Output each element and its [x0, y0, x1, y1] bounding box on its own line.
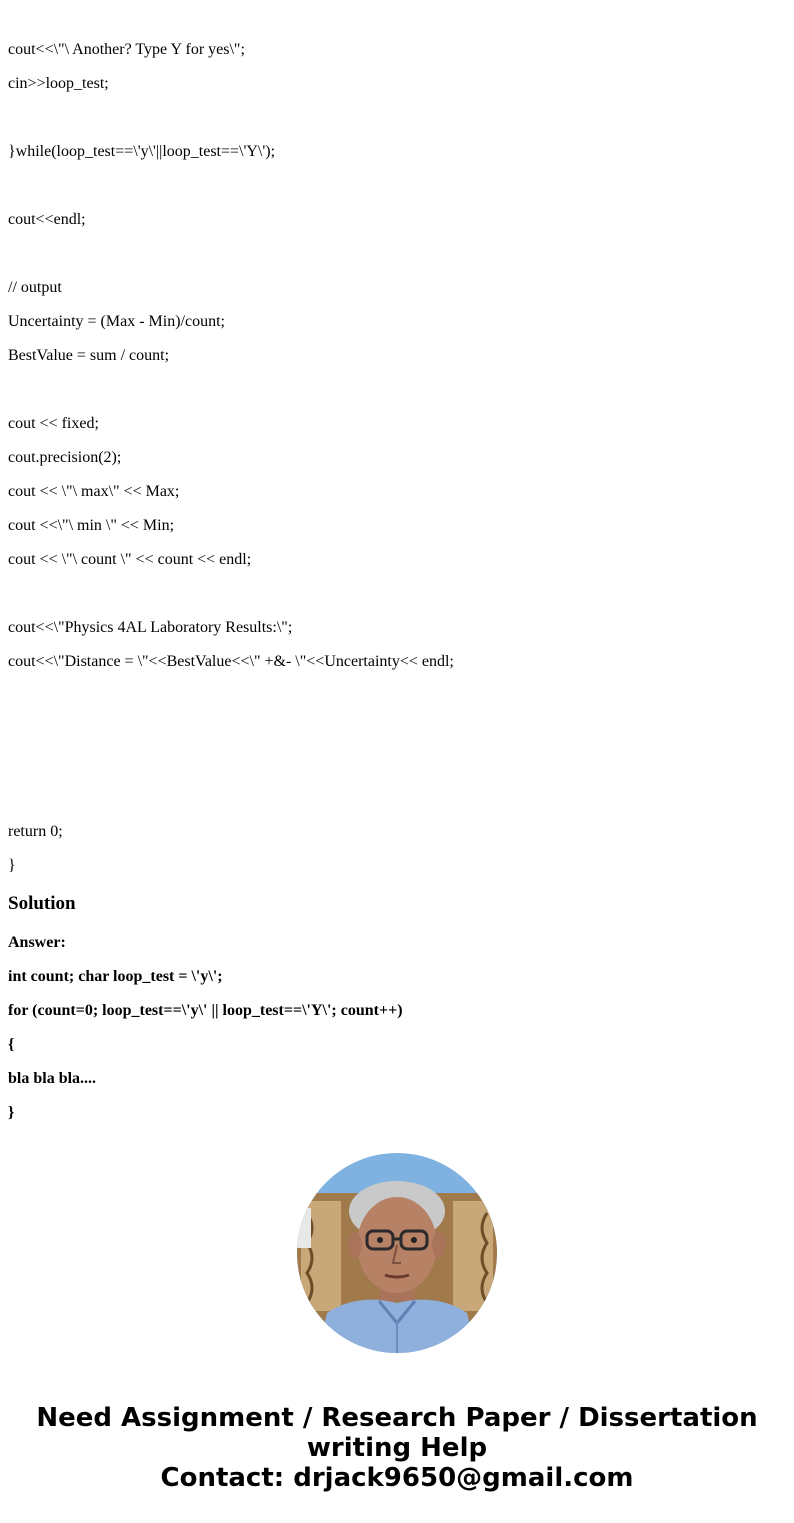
code-line: cout<<\"\ Another? Type Y for yes\"; — [8, 41, 245, 58]
answer-line: int count; char loop_test = \'y\'; — [8, 968, 223, 985]
code-line: } — [8, 857, 16, 874]
code-comment: // output — [8, 279, 62, 296]
code-line: cout<<\"Distance = \"<<BestValue<<\" +&- \"<<Uncertainty<< endl; — [8, 653, 454, 670]
code-line: cout << \"\ count \" << count << endl; — [8, 551, 252, 568]
contact-email: Contact: drjack9650@gmail.com — [160, 1463, 634, 1493]
answer-line: { — [8, 1036, 15, 1053]
code-line: }while(loop_test==\'y\'||loop_test==\'Y\'); — [8, 143, 276, 160]
banner-line: Need Assignment / Research Paper / Dissertation — [36, 1403, 758, 1433]
answer-line: } — [8, 1104, 15, 1121]
code-line: cout <<\"\ min \" << Min; — [8, 517, 175, 534]
code-line: cout.precision(2); — [8, 449, 122, 466]
code-line: return 0; — [8, 823, 63, 840]
avatar-portrait-image — [297, 1153, 497, 1353]
answer-label: Answer: — [8, 934, 66, 951]
code-line: cout << \"\ max\" << Max; — [8, 483, 180, 500]
contact-banner — [0, 1403, 794, 1493]
code-line: cout << fixed; — [8, 415, 99, 432]
answer-line: for (count=0; loop_test==\'y\' || loop_test==\'Y\'; count++) — [8, 1002, 403, 1019]
author-avatar — [297, 1153, 497, 1353]
code-line: Uncertainty = (Max - Min)/count; — [8, 313, 225, 330]
code-line: cin>>loop_test; — [8, 75, 109, 92]
banner-line: writing Help — [306, 1433, 488, 1463]
code-line: BestValue = sum / count; — [8, 347, 170, 364]
code-line: cout<<endl; — [8, 211, 86, 228]
code-line: cout<<\"Physics 4AL Laboratory Results:\"; — [8, 619, 293, 636]
answer-line: bla bla bla.... — [8, 1070, 97, 1087]
solution-heading: Solution — [8, 893, 76, 914]
